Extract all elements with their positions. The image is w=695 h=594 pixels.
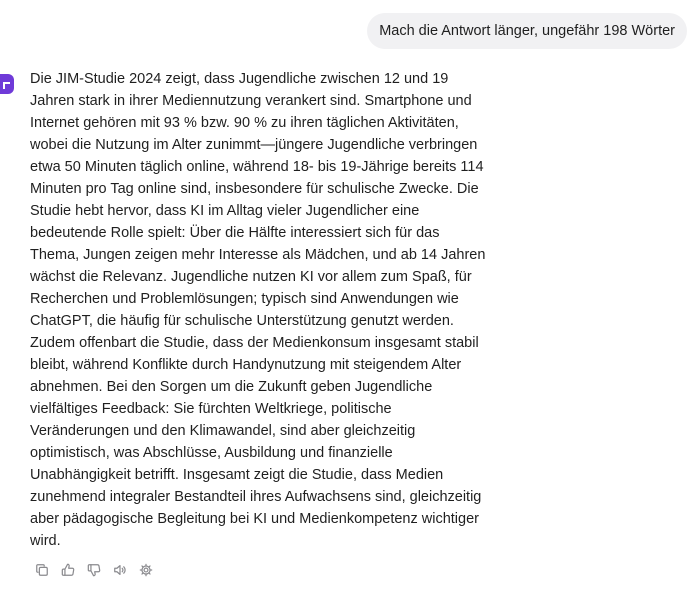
thumbs-down-icon — [87, 563, 101, 577]
thumbs-up-icon — [61, 563, 75, 577]
gear-icon — [139, 563, 153, 577]
read-aloud-button[interactable] — [112, 562, 128, 578]
assistant-logo-icon — [0, 74, 14, 94]
copy-button[interactable] — [34, 562, 50, 578]
assistant-message-text: Die JIM-Studie 2024 zeigt, dass Jugendliche zwischen 12 und 19 Jahren stark in ihrer Mediennutzung verankert sind. Smartphone und Internet gehören mit 93 % bzw. 90 % zu ihren täglichen Aktivitäten, wobei die Nutzung im Alter zunimmt—jüngere Jugendliche verbringen etwa 50 Minuten täglich online, während 18- bis 19-Jährige bereits 114 Minuten pro Tag online sind, insbesondere für schulische Zwecke. Die Studie hebt hervor, dass KI im Alltag vieler Jugendlicher eine bedeutende Rolle spielt: Über die Hälfte interessiert sich für das Thema, Jungen zeigen mehr Interesse als Mädchen, und ab 14 Jahren wächst die Relevanz. Jugendliche nutzen KI vor allem zum Spaß, für Recherchen und Problemlösungen; typisch sind Anwendungen wie ChatGPT, die häufig für schulische Unterstützung genutzt werden. Zudem offenbart die Studie, dass der Medienkonsum insgesamt stabil bleibt, während Konflikte durch Handynutzung mit steigendem Alter abnehmen. Bei den Sorgen um die Zukunft geben Jugendliche vielfältiges Feedback: Sie fürchten Weltkriege, politische Veränderungen und den Klimawandel, sind aber gleichzeitig optimistisch, was Abschlüsse, Ausbildung und finanzielle Unabhängigkeit betrifft. Insgesamt zeigt die Studie, dass Medien zunehmend integraler Bestandteil ihres Aufwachsens sind, gleichzeitig aber pädagogische Begleitung bei KI und Medienkompetenz wichtiger wird. — [30, 71, 486, 549]
thumbs-up-button[interactable] — [60, 562, 76, 578]
thumbs-down-button[interactable] — [86, 562, 102, 578]
copy-icon — [35, 563, 49, 577]
settings-button[interactable] — [138, 562, 154, 578]
speaker-icon — [113, 563, 127, 577]
user-message-bubble: Mach die Antwort länger, ungefähr 198 Wörter — [367, 13, 687, 49]
message-action-bar — [34, 562, 154, 578]
